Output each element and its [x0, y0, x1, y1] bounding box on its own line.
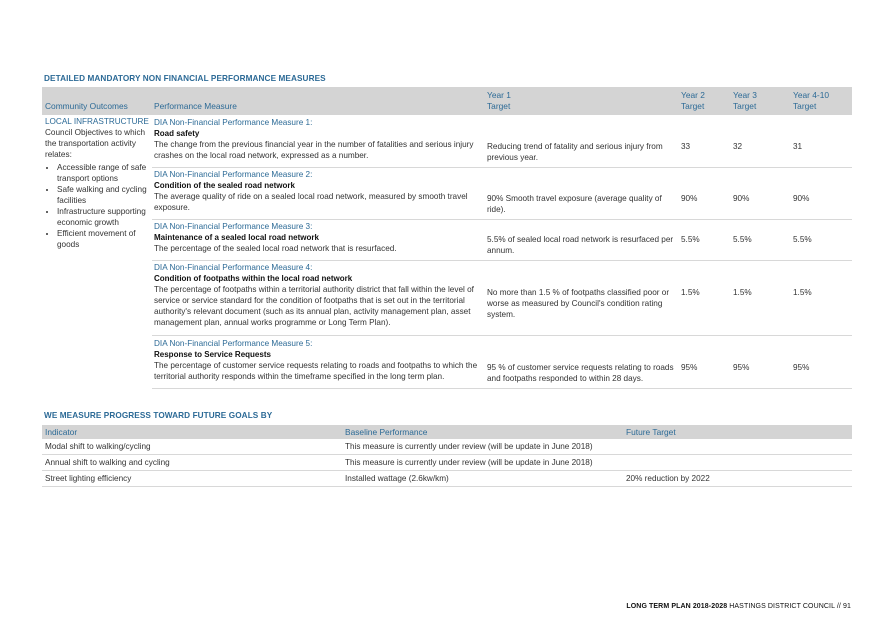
table-row: [152, 260, 852, 336]
community-outcomes-list: [45, 162, 151, 250]
performance-measure-cell: [154, 262, 482, 328]
measure-description: The percentage of the sealed local road network that is resurfaced.: [154, 244, 397, 253]
year1-target: Reducing trend of fatality and serious injury from previous year.: [487, 142, 663, 162]
measure-description: The change from the previous financial year in the number of fatalities and serious injury crashes on the local road network, expressed as a number.: [154, 140, 474, 160]
measure-label: DIA Non-Financial Performance Measure 2:: [154, 170, 313, 179]
header-indicator: Indicator: [45, 427, 78, 437]
year410-target: 31: [793, 142, 803, 151]
measure-title: Condition of footpaths within the local road network: [154, 274, 353, 283]
header-year2-line2: Target: [681, 101, 705, 111]
list-item: • Efficient movement of goods: [57, 228, 151, 250]
year3-target: 90%: [733, 194, 750, 203]
performance-measure-cell: [154, 169, 482, 213]
year3-target: 1.5%: [733, 288, 752, 297]
header-year2-line1: Year 2: [681, 90, 705, 100]
header-year1-line2: Target: [487, 101, 511, 111]
measure-title: Road safety: [154, 129, 200, 138]
year410-target: 1.5%: [793, 288, 812, 297]
measure-title: Maintenance of a sealed local road network: [154, 233, 319, 242]
performance-measure-cell: [154, 338, 482, 382]
table-row: [152, 219, 852, 261]
measure-description: The percentage of footpaths within a territorial authority district that fall within the level of service or service standard for the condition of footpaths that is set out in the territorial authority's relevant document (such as its annual plan, activity management plan, asset management plan, annual works programme or Long Term Plan).: [154, 285, 474, 327]
header-baseline: Baseline Performance: [345, 427, 428, 437]
table-row: [152, 167, 852, 220]
year3-target: 5.5%: [733, 235, 752, 244]
baseline-cell: This measure is currently under review (will be update in June 2018): [345, 442, 593, 451]
measure-label: DIA Non-Financial Performance Measure 3:: [154, 222, 313, 231]
community-outcomes-intro: Council Objectives to which the transportation activity relates:: [45, 128, 146, 159]
year410-target: 5.5%: [793, 235, 812, 244]
year1-target: 95 % of customer service requests relating to roads and footpaths responded to within 28 days.: [487, 363, 674, 383]
measure-description: The average quality of ride on a sealed local road network, measured by smooth travel exposure.: [154, 192, 468, 212]
table-row: [42, 471, 852, 487]
header-year410-line1: Year 4-10: [793, 90, 830, 100]
future-goals-table: [42, 425, 852, 487]
section-title-mandatory-measures: DETAILED MANDATORY NON FINANCIAL PERFORMANCE MEASURES: [44, 74, 326, 83]
header-year3-line1: Year 3: [733, 90, 757, 100]
page-footer: [626, 603, 851, 610]
table-row: [42, 455, 852, 471]
year1-target: No more than 1.5 % of footpaths classified poor or worse as measured by Council's condition rating system.: [487, 288, 670, 319]
measure-description: The percentage of customer service requests relating to roads and footpaths to which the territorial authority responds within the timeframe specified in the long term plan.: [154, 361, 478, 381]
section-title-future-goals: WE MEASURE PROGRESS TOWARD FUTURE GOALS BY: [44, 411, 273, 420]
year2-target: 95%: [681, 363, 698, 372]
footer-council: HASTINGS DISTRICT COUNCIL: [729, 603, 835, 610]
header-community-outcomes: Community Outcomes: [45, 101, 128, 111]
table-header: [42, 87, 852, 115]
indicator-cell: Street lighting efficiency: [45, 474, 132, 483]
year2-target: 90%: [681, 194, 698, 203]
year410-target: 95%: [793, 363, 810, 372]
year410-target: 90%: [793, 194, 810, 203]
measure-title: Condition of the sealed road network: [154, 181, 295, 190]
measure-label: DIA Non-Financial Performance Measure 1:: [154, 118, 313, 127]
header-performance-measure: Performance Measure: [154, 101, 237, 111]
list-item: • Infrastructure supporting economic growth: [57, 206, 151, 228]
year2-target: 33: [681, 142, 691, 151]
year1-target: 90% Smooth travel exposure (average quality of ride).: [487, 194, 662, 214]
year3-target: 32: [733, 142, 743, 151]
measure-label: DIA Non-Financial Performance Measure 5:: [154, 339, 313, 348]
measure-label: DIA Non-Financial Performance Measure 4:: [154, 263, 313, 272]
footer-page-number: // 91: [836, 603, 851, 610]
table-row: [152, 336, 852, 389]
header-future-target: Future Target: [626, 427, 676, 437]
table-row: [152, 115, 852, 168]
measure-title: Response to Service Requests: [154, 350, 271, 359]
indicator-cell: Annual shift to walking and cycling: [45, 458, 170, 467]
year2-target: 5.5%: [681, 235, 700, 244]
future-target-cell: 20% reduction by 2022: [626, 474, 710, 483]
header-year1-line1: Year 1: [487, 90, 511, 100]
indicator-cell: Modal shift to walking/cycling: [45, 442, 151, 451]
header-year3-line2: Target: [733, 101, 757, 111]
header-year410-line2: Target: [793, 101, 817, 111]
table-row: [42, 439, 852, 455]
list-item: • Accessible range of safe transport options: [57, 162, 151, 184]
baseline-cell: This measure is currently under review (will be update in June 2018): [345, 458, 593, 467]
community-outcomes: [45, 116, 151, 250]
year2-target: 1.5%: [681, 288, 700, 297]
year3-target: 95%: [733, 363, 750, 372]
table-header: [42, 425, 852, 439]
footer-plan: LONG TERM PLAN 2018-2028: [626, 603, 728, 610]
community-outcomes-heading: LOCAL INFRASTRUCTURE: [45, 117, 149, 126]
performance-measure-cell: [154, 221, 482, 254]
year1-target: 5.5% of sealed local road network is resurfaced per annum.: [487, 235, 674, 255]
performance-measures-table: [42, 87, 852, 115]
baseline-cell: Installed wattage (2.6kw/km): [345, 474, 449, 483]
performance-measure-cell: [154, 117, 482, 161]
list-item: • Safe walking and cycling facilities: [57, 184, 151, 206]
